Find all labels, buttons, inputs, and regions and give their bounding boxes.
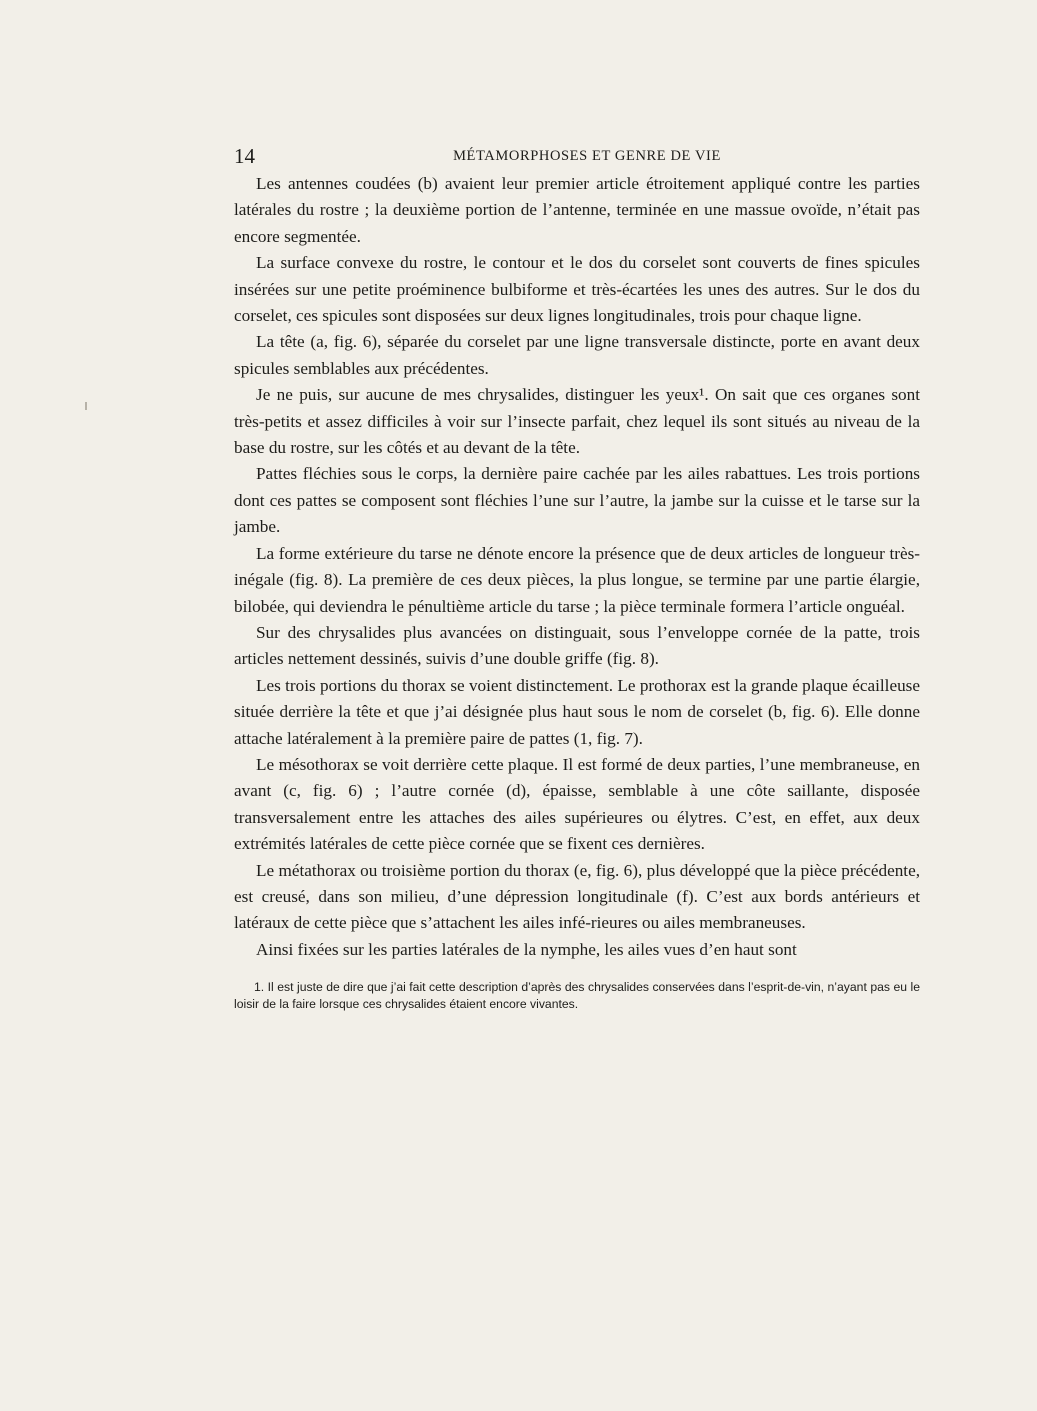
- page-number: 14: [234, 144, 255, 168]
- paragraph: La surface convexe du rostre, le contour et le dos du corselet sont couverts de fines spicules insérées sur une petite proéminence bulbiforme et très-écartées les unes des autres. Sur le dos du corselet, ces spicules sont disposées sur deux lignes longitudinales, trois pour chaque ligne.: [234, 253, 920, 326]
- book-page: [234, 145, 920, 1013]
- paragraph: Le mésothorax se voit derrière cette plaque. Il est formé de deux parties, l’une membraneuse, en avant (c, fig. 6) ; l’autre cornée (d), épaisse, semblable à une côte saillante, disposée transversalement entre les attaches des ailes supérieures ou élytres. C’est, en effet, aux deux extrémités latérales de cette pièce cornée que se fixent ces dernières.: [234, 754, 920, 854]
- paragraph: Ainsi fixées sur les parties latérales de la nymphe, les ailes vues d’en haut sont: [256, 939, 797, 959]
- paragraph: Pattes fléchies sous le corps, la dernière paire cachée par les ailes rabattues. Les trois portions dont ces pattes se composent sont fléchies l’une sur l’autre, la jambe sur la cuisse et le tarse sur la jambe.: [234, 464, 920, 537]
- page-header: [234, 145, 920, 167]
- paragraph: La tête (a, fig. 6), séparée du corselet par une ligne transversale distincte, porte en avant deux spicules semblables aux précédentes.: [234, 332, 920, 378]
- paragraph: Le métathorax ou troisième portion du thorax (e, fig. 6), plus développé que la pièce précédente, est creusé, dans son milieu, d’une dépression longitudinale (f). C’est aux bords antérieurs et latéraux de cette pièce que s’attachent les ailes infé-rieures ou ailes membraneuses.: [234, 860, 920, 933]
- footnotes: [234, 979, 920, 1013]
- paragraph: Les trois portions du thorax se voient distinctement. Le prothorax est la grande plaque écailleuse située derrière la tête et que j’ai désignée plus haut sous le nom de corselet (b, fig. 6). Elle donne attache latéralement à la première paire de pattes (1, fig. 7).: [234, 675, 920, 748]
- footnote: 1. Il est juste de dire que j’ai fait cette description d’après des chrysalides conservées dans l’esprit-de-vin, n’ayant pas eu le loisir de la faire lorsque ces chrysalides étaient encore vivantes.: [234, 980, 920, 1012]
- paragraph: Sur des chrysalides plus avancées on distinguait, sous l’enveloppe cornée de la patte, trois articles nettement dessinés, suivis d’une double griffe (fig. 8).: [234, 622, 920, 669]
- paragraph: Les antennes coudées (b) avaient leur premier article étroitement appliqué contre les parties latérales du rostre ; la deuxième portion de l’antenne, terminée en une massue ovoïde, n’était pas encore segmentée.: [234, 174, 920, 246]
- paragraph: Je ne puis, sur aucune de mes chrysalides, distinguer les yeux¹. On sait que ces organes sont très-petits et assez difficiles à voir sur l’insecte parfait, chez lequel ils sont situés au niveau de la base du rostre, sur les côtés et au devant de la tête.: [234, 385, 920, 458]
- paragraph: La forme extérieure du tarse ne dénote encore la présence que de deux articles de longueur très-inégale (fig. 8). La première de ces deux pièces, la plus longue, se termine par une partie élargie, bilobée, qui deviendra le pénultième article du tarse ; la pièce terminale formera l’article onguéal.: [234, 543, 920, 616]
- running-title: MÉTAMORPHOSES ET GENRE DE VIE: [453, 148, 721, 164]
- body-text: [234, 171, 920, 963]
- paper-speck: [85, 402, 87, 410]
